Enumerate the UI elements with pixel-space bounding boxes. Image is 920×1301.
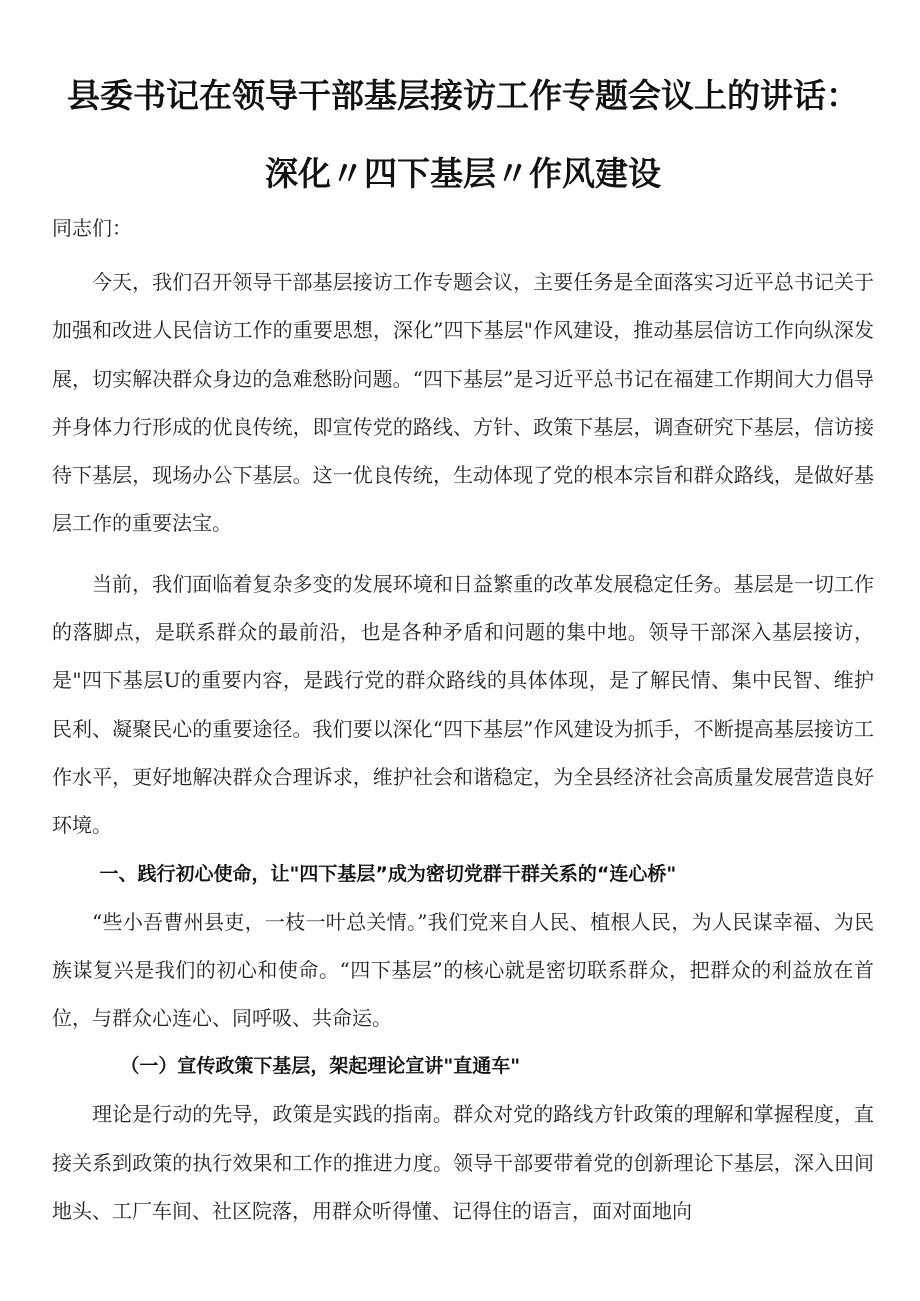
salutation: 同志们：: [52, 216, 132, 240]
paragraph-current-situation: 当前，我们面临着复杂多变的发展环境和日益繁重的改革发展稳定任务。基层是一切工作的落脚点，是联系群众的最前沿，也是各种矛盾和问题的集中地。领导干部深入基层接访，是"四下基层U的重要内容，是践行党的群众路线的具体体现，是了解民情、集中民智、维护民利、凝聚民心的重要途径。我们要以深化“四下基层”作风建设为抓手，不断提高基层接访工作水平，更好地解决群众合理诉求，维护社会和谐稳定，为全县经济社会高质量发展营造良好环境。: [52, 571, 874, 838]
document-title-line-2: 深化〃四下基层〃作风建设: [265, 154, 661, 193]
paragraph-mission: “些小吾曹州县吏，一枝一叶总关情。”我们党来自人民、植根人民，为人民谋幸福、为民族谋复兴是我们的初心和使命。“四下基层”的核心就是密切联系群众，把群众的利益放在首位，与群众心连心、同呼吸、共命运。: [52, 909, 874, 1031]
subsection-heading-1: （一）宣传政策下基层，架起理论宣讲"直通车": [120, 1055, 521, 1078]
document-title-line-1: 县委书记在领导干部基层接访工作专题会议上的讲话：: [67, 76, 859, 115]
paragraph-intro: 今天，我们召开领导干部基层接访工作专题会议，主要任务是全面落实习近平总书记关于加强和改进人民信访工作的重要思想，深化”四下基层"作风建设，推动基层信访工作向纵深发展，切实解决群众身边的急难愁盼问题。“四下基层”是习近平总书记在福建工作期间大力倡导并身体力行形成的优良传统，即宣传党的路线、方针、政策下基层，调查研究下基层，信访接待下基层，现场办公下基层。这一优良传统，生动体现了党的根本宗旨和群众路线，是做好基层工作的重要法宝。: [52, 270, 874, 536]
section-heading-1: 一、践行初心使命，让"四下基层”成为密切党群干群关系的“连心桥": [99, 862, 677, 885]
paragraph-policy: 理论是行动的先导，政策是实践的指南。群众对党的路线方针政策的理解和掌握程度，直接关系到政策的执行效果和工作的推进力度。领导干部要带着党的创新理论下基层，深入田间地头、工厂车间、社区院落，用群众听得懂、记得住的语言，面对面地向: [52, 1102, 874, 1224]
